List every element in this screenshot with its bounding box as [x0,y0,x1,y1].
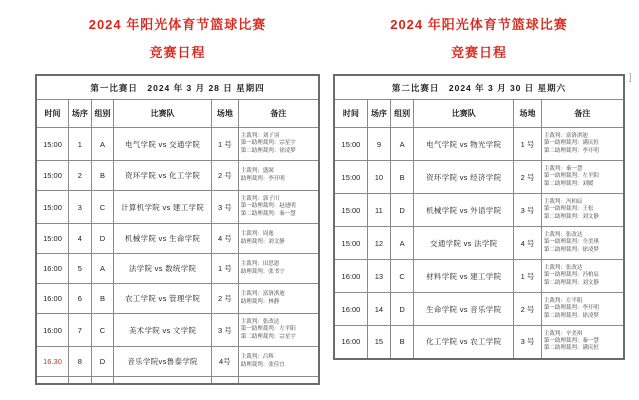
remark-line: 第一助理裁判：左平阳 [543,173,599,180]
remark-line: 主裁判：辛美琪 [543,331,583,338]
column-header: 备注 [541,100,624,128]
remark-line: 主裁判：富洛淇迪 [240,291,285,298]
group-cell: C [91,191,114,224]
time-cell: 15:00 [334,128,367,161]
column-header: 场序 [69,100,92,128]
table-row [334,326,624,359]
group-cell: C [91,314,114,347]
order-cell: 15 [367,326,390,359]
time-cell: 16:00 [36,284,69,314]
order-cell: 5 [69,254,92,284]
group-cell: A [91,128,114,161]
time-cell: 15:00 [36,128,69,161]
remark-line: 第一助理裁判：满庆恒 [543,140,599,147]
remark-line: 主裁判：田思恩 [240,261,280,268]
day1-schedule-table [35,74,320,385]
table-row [334,161,624,194]
remark-line: 主裁判：盛囡 [240,168,274,175]
remark-line: 第二助理裁判：徐凌梦 [240,147,296,154]
venue-cell: 1 号 [514,260,542,293]
teams-cell: 化工学院 vs 农工学院 [414,326,514,359]
order-cell: 7 [69,314,92,347]
remark-line: 主裁判：张改达 [240,319,280,326]
group-cell: A [391,128,414,161]
teams-cell: 交通学院 vs 法学院 [414,227,514,260]
remarks-cell [541,326,624,359]
table-row [334,194,624,227]
teams-cell: 法学院 vs 数统学院 [114,254,212,284]
remark-line: 第一助理裁判：左平阳 [240,326,296,333]
venue-cell: 4 号 [514,227,542,260]
remark-line: 第二助理裁判：徐凌梦 [543,312,599,319]
page-subtitle-day2: 竞赛日程 [450,45,507,60]
group-cell: D [91,224,114,254]
day2-schedule-table [333,74,625,360]
teams-cell: 机械学院 vs 生命学院 [114,224,212,254]
time-cell: 15:00 [334,227,367,260]
remark-line: 助理裁判：林静 [240,298,280,305]
remark-line: 主裁判：左平阳 [543,298,583,305]
time-cell: 16:00 [36,314,69,347]
venue-cell: 2 号 [514,161,542,194]
remark-line: 第一助理裁判：全美琪 [543,239,599,246]
venue-cell: 3 号 [211,314,238,347]
venue-cell: 3 号 [211,191,238,224]
group-cell: D [91,347,114,377]
remarks-cell [238,314,319,347]
order-cell: 6 [69,284,92,314]
time-cell: 16:00 [334,260,367,293]
order-cell: 12 [367,227,390,260]
order-cell: 8 [69,347,92,377]
group-cell: D [391,293,414,326]
group-cell: B [91,161,114,191]
remark-line: 助理裁判：张书宁 [240,268,285,275]
table-row [36,224,319,254]
remarks-cell [238,161,319,191]
remark-line: 助理裁判：张佳宜 [240,361,285,368]
venue-cell: 3 号 [514,326,542,359]
table-row [334,293,624,326]
group-cell: B [391,161,414,194]
venue-cell: 2 号 [211,284,238,314]
remark-line: 第二助理裁判：刘媛 [543,180,594,187]
remarks-cell [238,224,319,254]
group-cell: A [391,227,414,260]
venue-cell: 4 号 [211,224,238,254]
table-row [334,260,624,293]
remark-line: 第一助理裁判：冯柏辰 [543,272,599,279]
empty-footer-row [36,377,319,385]
teams-cell: 资环学院 vs 经济学院 [414,161,514,194]
remark-line: 主裁判：刘子羽 [240,133,280,140]
venue-cell: 1 号 [211,254,238,284]
time-cell: 15:00 [36,224,69,254]
group-cell: A [91,254,114,284]
remark-line: 第二助理裁判：宗星宇 [240,333,296,340]
remarks-cell [541,161,624,194]
group-cell: B [391,326,414,359]
day-header: 第一比赛日 2024 年 3 月 28 日 星期四 [36,75,319,100]
remark-line: 主裁判：富洛淇迪 [543,133,588,140]
remark-line: 主裁判：张改达 [543,232,583,239]
time-cell: 15:00 [36,191,69,224]
table-row [334,227,624,260]
column-header: 场地 [211,100,238,128]
remark-line: 主裁判：吕辉 [240,354,274,361]
remark-line: 第二助理裁判：秦一慧 [240,210,296,217]
venue-cell: 1 号 [211,128,238,161]
table-row [36,161,319,191]
teams-cell: 计算机学院 vs 建工学院 [114,191,212,224]
remark-line: 助理裁判：李开明 [240,175,285,182]
column-header: 比赛队 [114,100,212,128]
table-row [36,347,319,377]
order-cell: 4 [69,224,92,254]
venue-cell: 2 号 [514,293,542,326]
venue-cell: 3 号 [514,194,542,227]
teams-cell: 生命学院 vs 音乐学院 [414,293,514,326]
time-cell: 15:00 [334,161,367,194]
table-row [36,314,319,347]
column-header: 时间 [334,100,367,128]
remarks-cell [541,194,624,227]
remark-line: 主裁判：冯柏辰 [543,199,583,206]
order-cell: 3 [69,191,92,224]
remarks-cell [541,227,624,260]
order-cell: 10 [367,161,390,194]
order-cell: 11 [367,194,390,227]
remark-line: 第一助理裁判：李开明 [543,305,599,312]
remarks-cell [238,191,319,224]
remarks-cell [238,254,319,284]
remark-line: 第二助理裁判：徐凌梦 [543,246,599,253]
column-header: 场序 [367,100,390,128]
table-row [36,254,319,284]
teams-cell: 美术学院 vs 文学院 [114,314,212,347]
remark-line: 主裁判：秦一慧 [543,166,583,173]
time-cell: 16:00 [334,326,367,359]
column-header: 比赛队 [414,100,514,128]
teams-cell: 材料学院 vs 建工学院 [414,260,514,293]
teams-cell: 电气学院 vs 物光学院 [414,128,514,161]
teams-cell: 机械学院 vs 外语学院 [414,194,514,227]
page-subtitle-day1: 竞赛日程 [149,45,206,60]
time-cell: 16:00 [334,293,367,326]
remark-line: 第一助理裁判：宗星宇 [240,140,296,147]
group-cell: D [391,194,414,227]
remarks-cell [238,128,319,161]
venue-cell: 2 号 [211,161,238,191]
teams-cell: 农工学院 vs 管理学院 [114,284,212,314]
remark-line: 主裁判：郭子川 [240,196,280,203]
column-header: 组别 [91,100,114,128]
remark-line: 第二助理裁判：刘文静 [543,213,599,220]
remark-line: 第二助理裁判：刘文静 [543,279,599,286]
remark-line: 第二助理裁判：李开明 [543,147,599,154]
column-header: 时间 [36,100,69,128]
remarks-cell [238,347,319,377]
remark-line: 主裁判：周逸 [240,231,274,238]
order-cell: 9 [367,128,390,161]
time-cell: 16:00 [36,254,69,284]
teams-cell: 电气学院 vs 交通学院 [114,128,212,161]
day2-panel [333,8,625,360]
remark-line: 第一助理裁判：王松 [543,206,594,213]
order-cell: 1 [69,128,92,161]
table-row [36,128,319,161]
order-cell: 2 [69,161,92,191]
day1-panel [35,8,320,385]
remark-line: 第一助理裁判：秦一慧 [543,338,599,345]
column-header: 场地 [514,100,542,128]
remark-line: 助理裁判：刘文静 [240,238,285,245]
time-cell: 15:00 [36,161,69,191]
order-cell: 14 [367,293,390,326]
remark-line: 主裁判：张改达 [543,265,583,272]
teams-cell: 音乐学院vs鲁泰学院 [114,347,212,377]
remarks-cell [541,260,624,293]
table-row [334,128,624,161]
day-header: 第二比赛日 2024 年 3 月 30 日 星期六 [334,75,624,100]
remark-line: 第二助理裁判：满庆恒 [543,345,599,352]
time-cell: 15:00 [334,194,367,227]
group-cell: C [391,260,414,293]
teams-cell: 资环学院 vs 化工学院 [114,161,212,191]
column-header: 备注 [238,100,319,128]
venue-cell: 4号 [211,347,238,377]
venue-cell: 1 号 [514,128,542,161]
group-cell: B [91,284,114,314]
order-cell: 13 [367,260,390,293]
remarks-cell [541,293,624,326]
remarks-cell [541,128,624,161]
table-row [36,284,319,314]
time-cell: 16.30 [36,347,69,377]
page-edge-artifact: ] [629,72,632,82]
column-header: 组别 [391,100,414,128]
table-row [36,191,319,224]
page-title-day2: 2024 年阳光体育节篮球比赛 [390,17,568,32]
remarks-cell [238,284,319,314]
page-title-day1: 2024 年阳光体育节篮球比赛 [88,17,267,32]
remark-line: 第一助理裁判：赵迪明 [240,203,296,210]
